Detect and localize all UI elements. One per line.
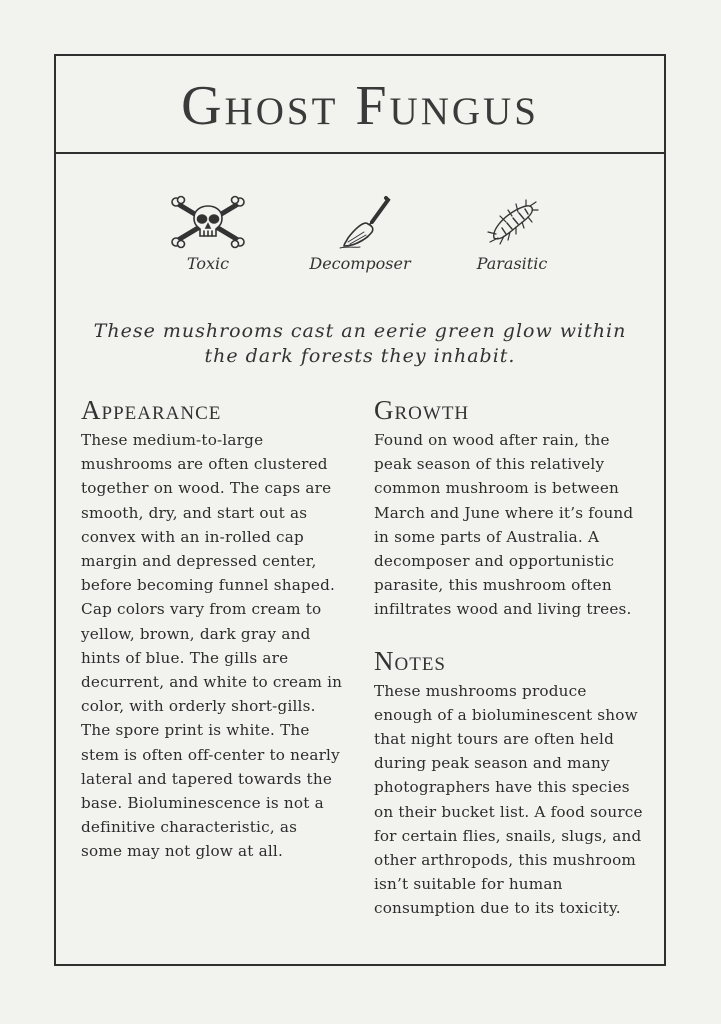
trait-decomposer	[305, 194, 415, 273]
notes-section	[374, 645, 649, 921]
trait-icons	[56, 194, 664, 273]
trait-label-decomposer: Decomposer	[309, 254, 411, 273]
appearance-section	[81, 394, 343, 864]
trait-label-toxic: Toxic	[186, 254, 230, 273]
trait-parasitic	[457, 194, 567, 273]
notes-heading: Notes	[374, 645, 446, 676]
appearance-body: These medium-to-large mushrooms are often clustered together on wood. The caps are smooth, dry, and start out as convex with an in-rolled cap margin and depressed center, before becoming funnel shaped. Cap colors vary from cream to yellow, brown, dark gray and hints of blue. The gills are decurrent, and white to cream in color, with orderly short-gills. The spore print is white. The stem is often off-center to nearly lateral and tapered towards the base. Bioluminescence is not a definitive characteristic, as some may not glow at all.	[81, 431, 343, 861]
growth-heading: Growth	[374, 395, 470, 425]
growth-body: Found on wood after rain, the peak season of this relatively common mushroom is between March and June where it’s found in some parts of Australia. A decomposer and opportunistic parasite, this mushroom often infiltrates wood and living trees.	[374, 431, 634, 619]
notes-body: These mushrooms produce enough of a bioluminescent show that night tours are often held during peak season and many photographers have this species on their bucket list. A food source for certain flies, snails, slugs, and other arthropods, this mushroom isn’t suitable for human consumption due to its toxicity.	[374, 681, 643, 918]
trowel-icon	[320, 194, 400, 250]
skull-crossbones-icon	[168, 194, 248, 250]
trait-toxic	[153, 194, 263, 273]
tagline: These mushrooms cast an eerie green glow within the dark forests they inhabit.	[93, 320, 627, 367]
page-title: Ghost Fungus	[181, 75, 539, 137]
trait-label-parasitic: Parasitic	[476, 254, 548, 273]
growth-section	[374, 394, 649, 622]
appearance-heading: Appearance	[81, 395, 222, 425]
title-bar	[56, 56, 664, 154]
right-column	[374, 394, 649, 921]
info-card	[54, 54, 666, 966]
insect-larva-icon	[472, 194, 552, 250]
